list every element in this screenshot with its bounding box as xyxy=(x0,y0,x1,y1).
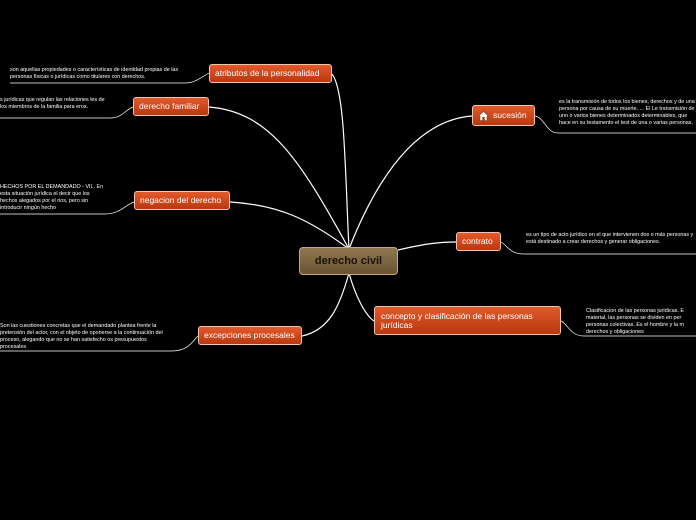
topic-label: derecho familiar xyxy=(139,101,200,112)
topic-label: excepciones procesales xyxy=(204,330,295,341)
topic-sucesion[interactable] xyxy=(472,105,535,126)
topic-atributos[interactable] xyxy=(209,64,332,83)
note-contrato: es un tipo de acto jurídico en el que intervienen dos o más personas y está destinado a crear derechos y generar obligaciones. xyxy=(526,232,694,246)
topic-label: negacion del derecho xyxy=(140,195,222,206)
note-sucesion: es la transmisión de todos los bienes, derechos y de una persona por causa de su muerte. ... El Le transmisión de uno o varios bienes determinados determinables, que hace en su testamento el test de una o varias personas. xyxy=(559,99,695,127)
note-familiar: s jurídicas que regulan las relaciones les de los miembros de la familia para eros. xyxy=(0,97,105,111)
house-icon xyxy=(478,111,489,121)
note-negacion: HECHOS POR EL DEMANDADO - VIL. En esta situación jurídica el decir que los hechos alegados por el rios, pero sin introducir ningún hecho xyxy=(0,184,104,212)
topic-derecho-familiar[interactable] xyxy=(133,97,209,116)
topic-label: concepto y clasificación de las personas jurídicas xyxy=(381,310,533,330)
topic-concepto[interactable] xyxy=(374,306,561,335)
note-excepciones: Son las cuestiones concretas que el demandado plantea frente la pretensión del actor, con el objeto de oponerse a la continuación del proceso, alegando que no se han satisfecho os presupuestos procesales xyxy=(0,323,163,351)
topic-label: sucesión xyxy=(493,110,527,121)
central-topic-label: derecho civil xyxy=(314,255,383,267)
note-atributos: son aquellas propiedades o características de identidad propias de las personas físicas o jurídicas como titulares con derechos. xyxy=(10,67,179,81)
central-topic[interactable] xyxy=(299,247,398,275)
note-concepto: Clasificacion de las personas jurídicas. E material, las personas se dividen en per personas colectivas. Es el hombre y la m derechos y obligaciones xyxy=(586,308,684,336)
topic-contrato[interactable] xyxy=(456,232,501,251)
topic-negacion[interactable] xyxy=(134,191,230,210)
topic-label: contrato xyxy=(462,236,493,247)
topic-label: atributos de la personalidad xyxy=(215,68,320,79)
topic-excepciones[interactable] xyxy=(198,326,302,345)
